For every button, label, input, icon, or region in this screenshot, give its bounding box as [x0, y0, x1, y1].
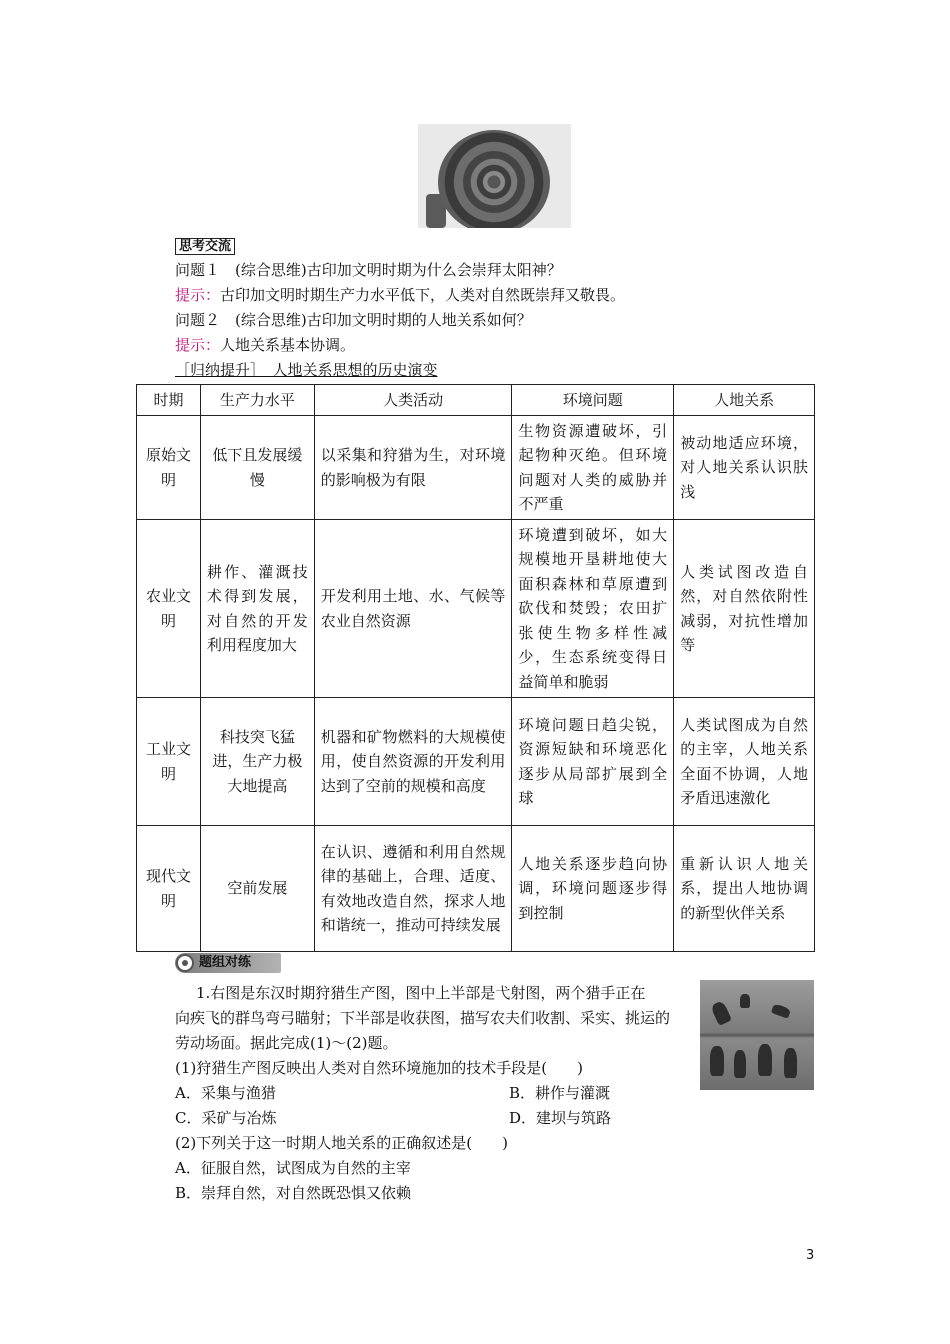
stone-disc	[438, 130, 550, 228]
page-number: 3	[806, 1248, 815, 1263]
discussion-badge: 思考交流	[175, 238, 235, 255]
relief-figure	[710, 1000, 732, 1026]
header-activity: 人类活动	[314, 385, 512, 416]
relief-figure	[771, 1003, 791, 1019]
table-row	[137, 416, 815, 520]
practice-intro-line-3: 劳动场面。据此完成(1)～(2)题。	[175, 1034, 398, 1052]
summary-title: ［归纳提升］ 人地关系思想的历史演变	[175, 361, 438, 379]
option-a: A．采集与渔猎	[175, 1084, 276, 1102]
cell-period: 原始文明	[137, 416, 201, 520]
hint-label: 提示：	[175, 286, 221, 304]
cell-productivity: 空前发展	[200, 826, 314, 952]
option-b: B．崇拜自然，对自然既恐惧又依赖	[175, 1184, 412, 1202]
table-row	[137, 698, 815, 826]
cell-productivity: 低下且发展缓慢	[200, 416, 314, 520]
header-productivity: 生产力水平	[200, 385, 314, 416]
cell-period: 工业文明	[137, 698, 201, 826]
practice-intro-line-1: 1.右图是东汉时期狩猎生产图，图中上半部是弋射图，两个猎手正在	[196, 984, 646, 1002]
header-period: 时期	[137, 385, 201, 416]
option-d: D．建坝与筑路	[509, 1109, 612, 1127]
cell-problem: 环境遭到破坏，如大规模地开垦耕地使大面积森林和草原遭到砍伐和焚毁；农田扩张使生物多样性减少，生态系统变得日益简单和脆弱	[512, 520, 674, 698]
evolution-table	[136, 384, 815, 952]
question-2-stem: (2)下列关于这一时期人地关系的正确叙述是( )	[175, 1134, 508, 1152]
cell-relation: 人类试图成为自然的主宰，人地关系全面不协调，人地矛盾迅速激化	[674, 698, 815, 826]
table-row	[137, 826, 815, 952]
aztec-calendar-stone-image	[418, 124, 571, 228]
hint-label: 提示：	[175, 336, 221, 354]
option-c: C．采矿与冶炼	[175, 1109, 277, 1127]
relief-figure	[758, 1044, 772, 1076]
cell-problem: 生物资源遭破坏，引起物种灭绝。但环境问题对人类的威胁并不严重	[512, 416, 674, 520]
practice-intro-line-2: 向疾飞的群鸟弯弓瞄射；下半部是收获图，描写农夫们收割、采实、挑运的	[175, 1009, 671, 1027]
cell-activity: 在认识、遵循和利用自然规律的基础上，合理、适度、有效地改造自然，探求人地和谐统一，推动可持续发展	[314, 826, 512, 952]
question-1-stem: (1)狩猎生产图反映出人类对自然环境施加的技术手段是( )	[175, 1059, 583, 1077]
discussion-heading	[175, 234, 235, 256]
answer-2	[175, 334, 355, 356]
relief-figure	[740, 994, 750, 1008]
cell-period: 现代文明	[137, 826, 201, 952]
relief-figure	[734, 1050, 746, 1078]
cell-relation: 人类试图改造自然，对自然依附性减弱，对抗性增加等	[674, 520, 815, 698]
relief-figure	[710, 1046, 724, 1076]
answer-1-text: 古印加文明时期生产力水平低下，人类对自然既崇拜又敬畏。	[220, 286, 626, 304]
answer-2-text: 人地关系基本协调。	[220, 336, 356, 354]
cell-period: 农业文明	[137, 520, 201, 698]
header-problem: 环境问题	[512, 385, 674, 416]
target-icon	[176, 954, 194, 972]
question-1: 问题１ (综合思维)古印加文明时期为什么会崇拜太阳神？	[175, 261, 562, 279]
answer-1	[175, 284, 625, 306]
cell-problem: 环境问题日趋尖锐，资源短缺和环境恶化逐步从局部扩展到全球	[512, 698, 674, 826]
header-relation: 人地关系	[674, 385, 815, 416]
option-a: A．征服自然，试图成为自然的主宰	[175, 1159, 411, 1177]
practice-banner	[175, 953, 281, 973]
cell-activity: 开发利用土地、水、气候等农业自然资源	[314, 520, 512, 698]
table-header-row	[137, 385, 815, 416]
cell-relation: 重新认识人地关系，提出人地协调的新型伙伴关系	[674, 826, 815, 952]
cell-activity: 以采集和狩猎为生，对环境的影响极为有限	[314, 416, 512, 520]
cell-productivity: 科技突飞猛进，生产力极大地提高	[200, 698, 314, 826]
practice-banner-label: 题组对练	[199, 955, 252, 970]
cell-activity: 机器和矿物燃料的大规模使用，使自然资源的开发利用达到了空前的规模和高度	[314, 698, 512, 826]
cell-productivity: 耕作、灌溉技术得到发展，对自然的开发利用程度加大	[200, 520, 314, 698]
cell-relation: 被动地适应环境，对人地关系认识肤浅	[674, 416, 815, 520]
han-hunting-relief-image	[700, 980, 814, 1090]
question-2: 问题２ (综合思维)古印加文明时期的人地关系如何？	[175, 311, 532, 329]
relief-figure	[784, 1048, 797, 1078]
table-row	[137, 520, 815, 698]
option-b: B．耕作与灌溉	[509, 1084, 611, 1102]
cell-problem: 人地关系逐步趋向协调，环境问题逐步得到控制	[512, 826, 674, 952]
